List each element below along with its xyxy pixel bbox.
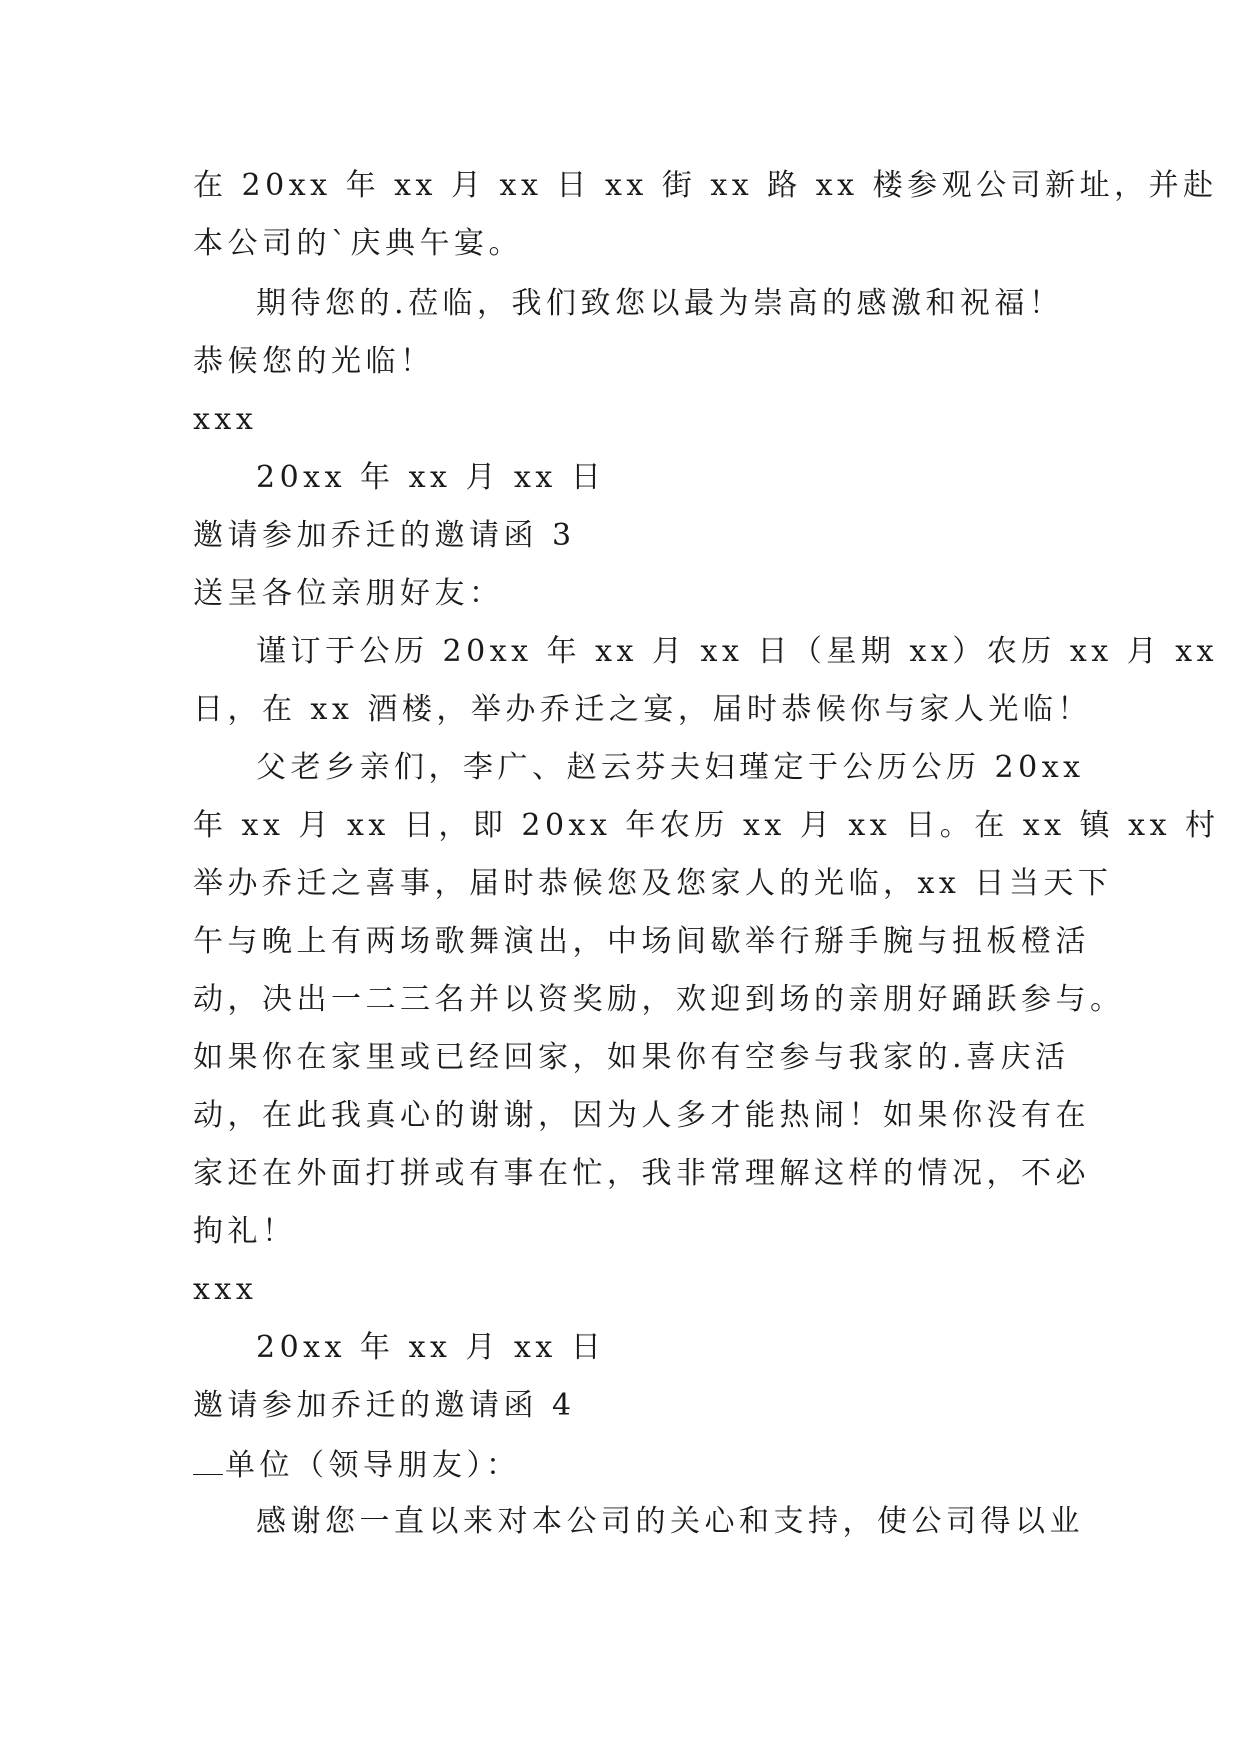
- paragraph-line: 感谢您一直以来对本公司的关心和支持，使公司得以业: [256, 1504, 1084, 1539]
- paragraph-line: 拘礼！: [193, 1214, 297, 1249]
- paragraph-line: 本公司的`庆典午宴。: [193, 226, 523, 261]
- paragraph-line: 午与晚上有两场歌舞演出，中场间歇举行掰手腕与扭板橙活: [193, 924, 1090, 959]
- signature-name: xxx: [193, 1272, 258, 1307]
- section-heading: 邀请参加乔迁的邀请函 3: [193, 518, 576, 553]
- blank-underline: [193, 1444, 223, 1475]
- paragraph-line: 日，在 xx 酒楼，举办乔迁之宴，届时恭候你与家人光临！: [193, 692, 1092, 727]
- paragraph-line: 谨订于公历 20xx 年 xx 月 xx 日（星期 xx）农历 xx 月 xx: [256, 634, 1219, 669]
- signature-date: 20xx 年 xx 月 xx 日: [256, 1330, 606, 1365]
- paragraph-line: 动，决出一二三名并以资奖励，欢迎到场的亲朋好踊跃参与。: [193, 982, 1125, 1017]
- salutation-line: [193, 1444, 1053, 1484]
- signature-name: xxx: [193, 402, 258, 437]
- paragraph-line: 恭候您的光临！: [193, 344, 435, 379]
- paragraph-line: 动，在此我真心的谢谢，因为人多才能热闹！如果你没有在: [193, 1098, 1090, 1133]
- paragraph-line: 家还在外面打拼或有事在忙，我非常理解这样的情况，不必: [193, 1156, 1090, 1191]
- signature-date: 20xx 年 xx 月 xx 日: [256, 460, 606, 495]
- paragraph-line: 期待您的.莅临，我们致您以最为崇高的感激和祝福！: [256, 286, 1064, 321]
- paragraph-line: 年 xx 月 xx 日，即 20xx 年农历 xx 月 xx 日。在 xx 镇 xx 村: [193, 808, 1220, 843]
- salutation: 送呈各位亲朋好友：: [193, 576, 504, 611]
- paragraph-line: 举办乔迁之喜事，届时恭候您及您家人的光临，xx 日当天下: [193, 866, 1113, 901]
- paragraph-line: 如果你在家里或已经回家，如果你有空参与我家的.喜庆活: [193, 1040, 1070, 1075]
- section-heading: 邀请参加乔迁的邀请函 4: [193, 1388, 576, 1423]
- paragraph-line: 父老乡亲们，李广、赵云芬夫妇瑾定于公历公历 20xx: [256, 750, 1085, 785]
- salutation: 单位（领导朋友）：: [225, 1448, 521, 1483]
- paragraph-line: 在 20xx 年 xx 月 xx 日 xx 街 xx 路 xx 楼参观公司新址，并赴: [193, 168, 1218, 203]
